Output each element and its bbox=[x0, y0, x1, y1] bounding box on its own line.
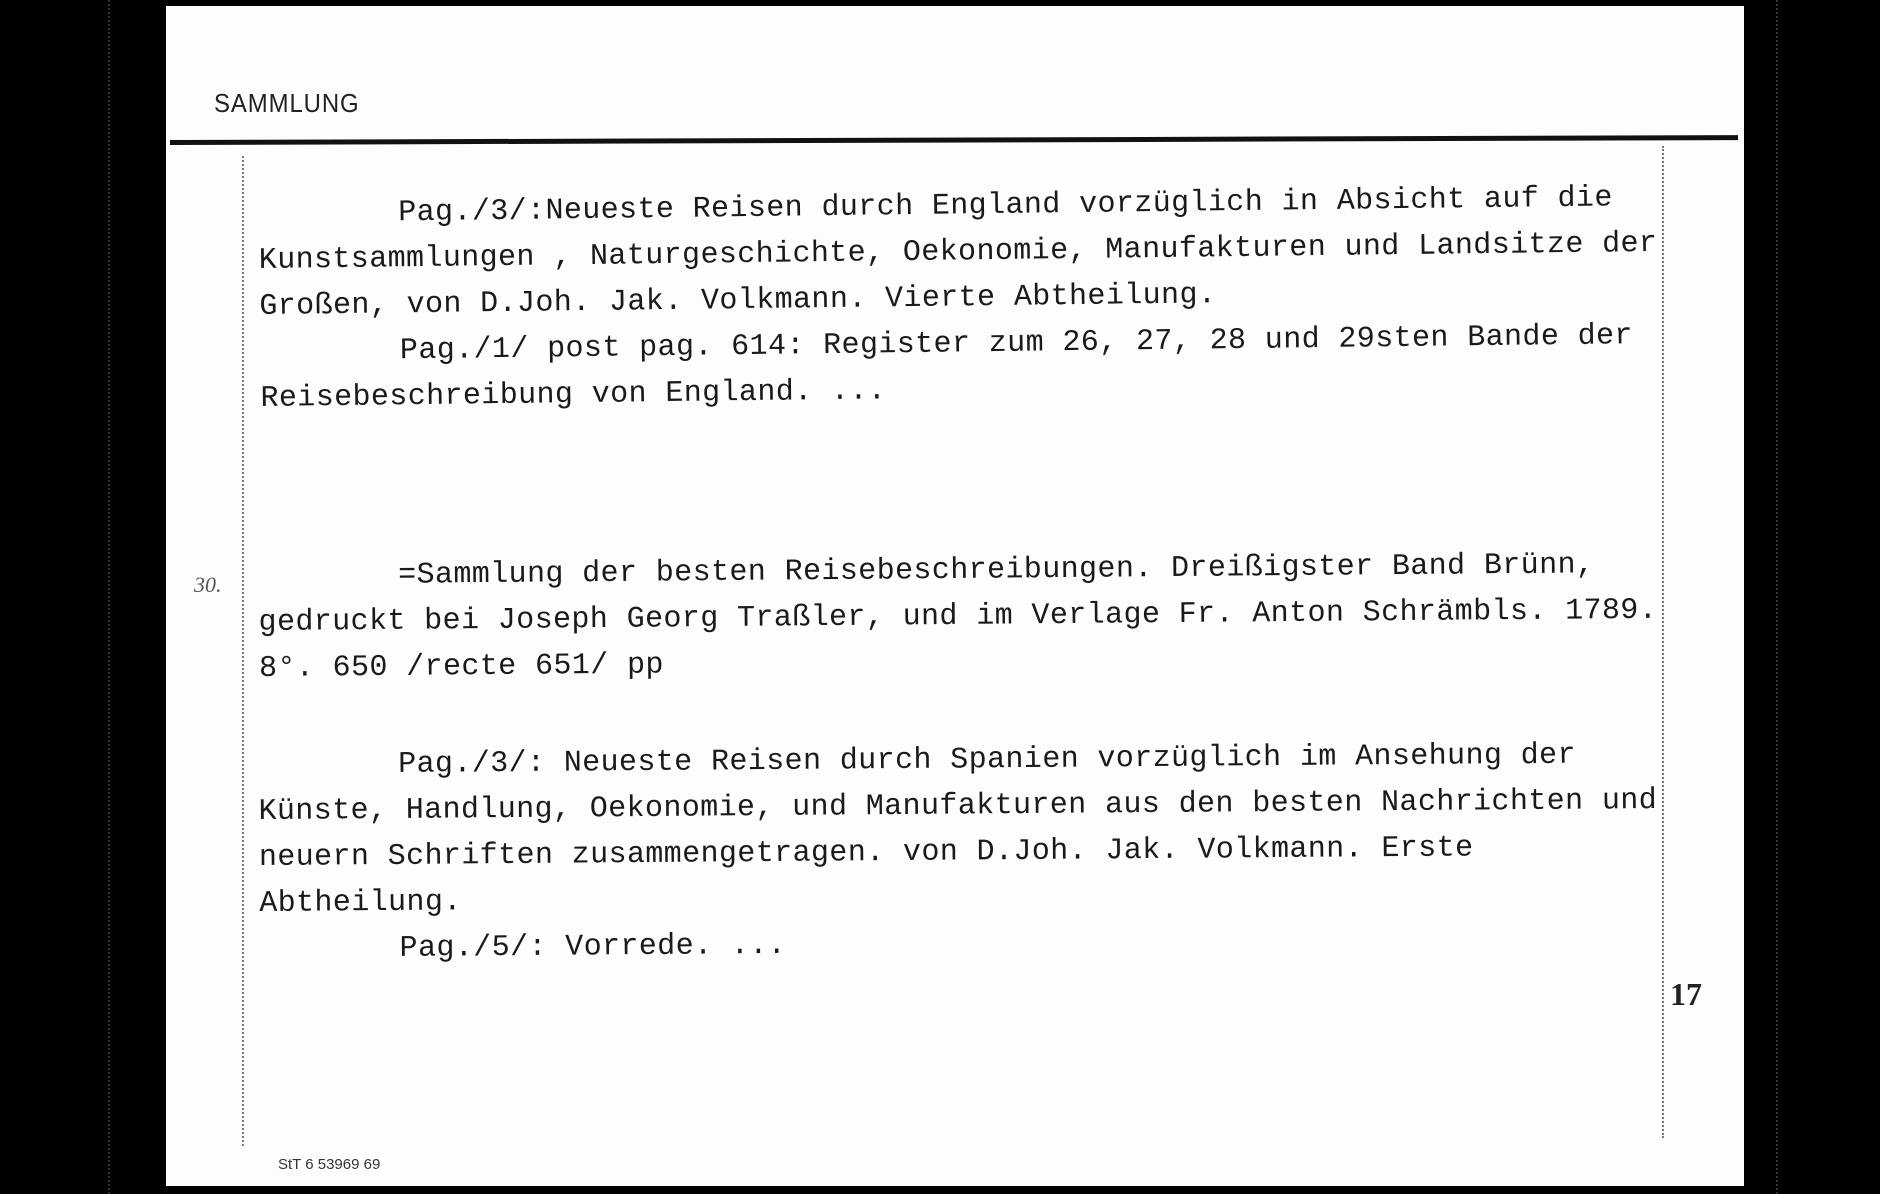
entry-paragraph: =Sammlung der besten Reisebeschreibungen. Dreißigster Band Brünn, gedruckt bei Joseph Georg Traßler, und im Verlage Fr. Anton Schrämbls. 1789. 8°. 650 /recte 651/ pp bbox=[258, 548, 1658, 686]
margin-volume-note: 30. bbox=[194, 572, 222, 597]
entry-paragraph: Pag./1/ post pag. 614: Register zum 26, 27, 28 und 29sten Bande der Reisebeschreibung von England. ... bbox=[260, 319, 1634, 416]
catalog-card bbox=[166, 6, 1744, 1186]
card-page-number: 17 bbox=[1670, 976, 1702, 1012]
entry-volume-30-header bbox=[258, 542, 1679, 692]
left-margin-line bbox=[242, 156, 244, 1146]
entry-paragraph: Pag./3/:Neueste Reisen durch England vorzüglich in Absicht auf die Kunstsammlungen , Naturgeschichte, Oekonomie, Manufakturen und Landsitze der Großen, von D.Joh. Jak. Volkmann. Vierte Abtheilung. bbox=[258, 181, 1658, 324]
entry-volume-29 bbox=[258, 175, 1681, 422]
entry-volume-30-contents bbox=[258, 732, 1680, 973]
footer-print-code: StT 6 53969 69 bbox=[278, 1156, 381, 1173]
card-title: SAMMLUNG bbox=[214, 88, 360, 118]
header-rule bbox=[170, 135, 1738, 145]
right-edge-mark bbox=[1776, 0, 1778, 1194]
entry-paragraph: Pag./5/: Vorrede. ... bbox=[399, 928, 787, 966]
left-edge-mark bbox=[108, 0, 110, 1194]
entry-paragraph: Pag./3/: Neueste Reisen durch Spanien vorzüglich im Ansehung der Künste, Handlung, Oekonomie, und Manufakturen aus den besten Nachrichten und neuern Schriften zusammengetragen. von D.Joh. Jak. Volkmann. Erste Abtheilung. bbox=[258, 738, 1658, 921]
